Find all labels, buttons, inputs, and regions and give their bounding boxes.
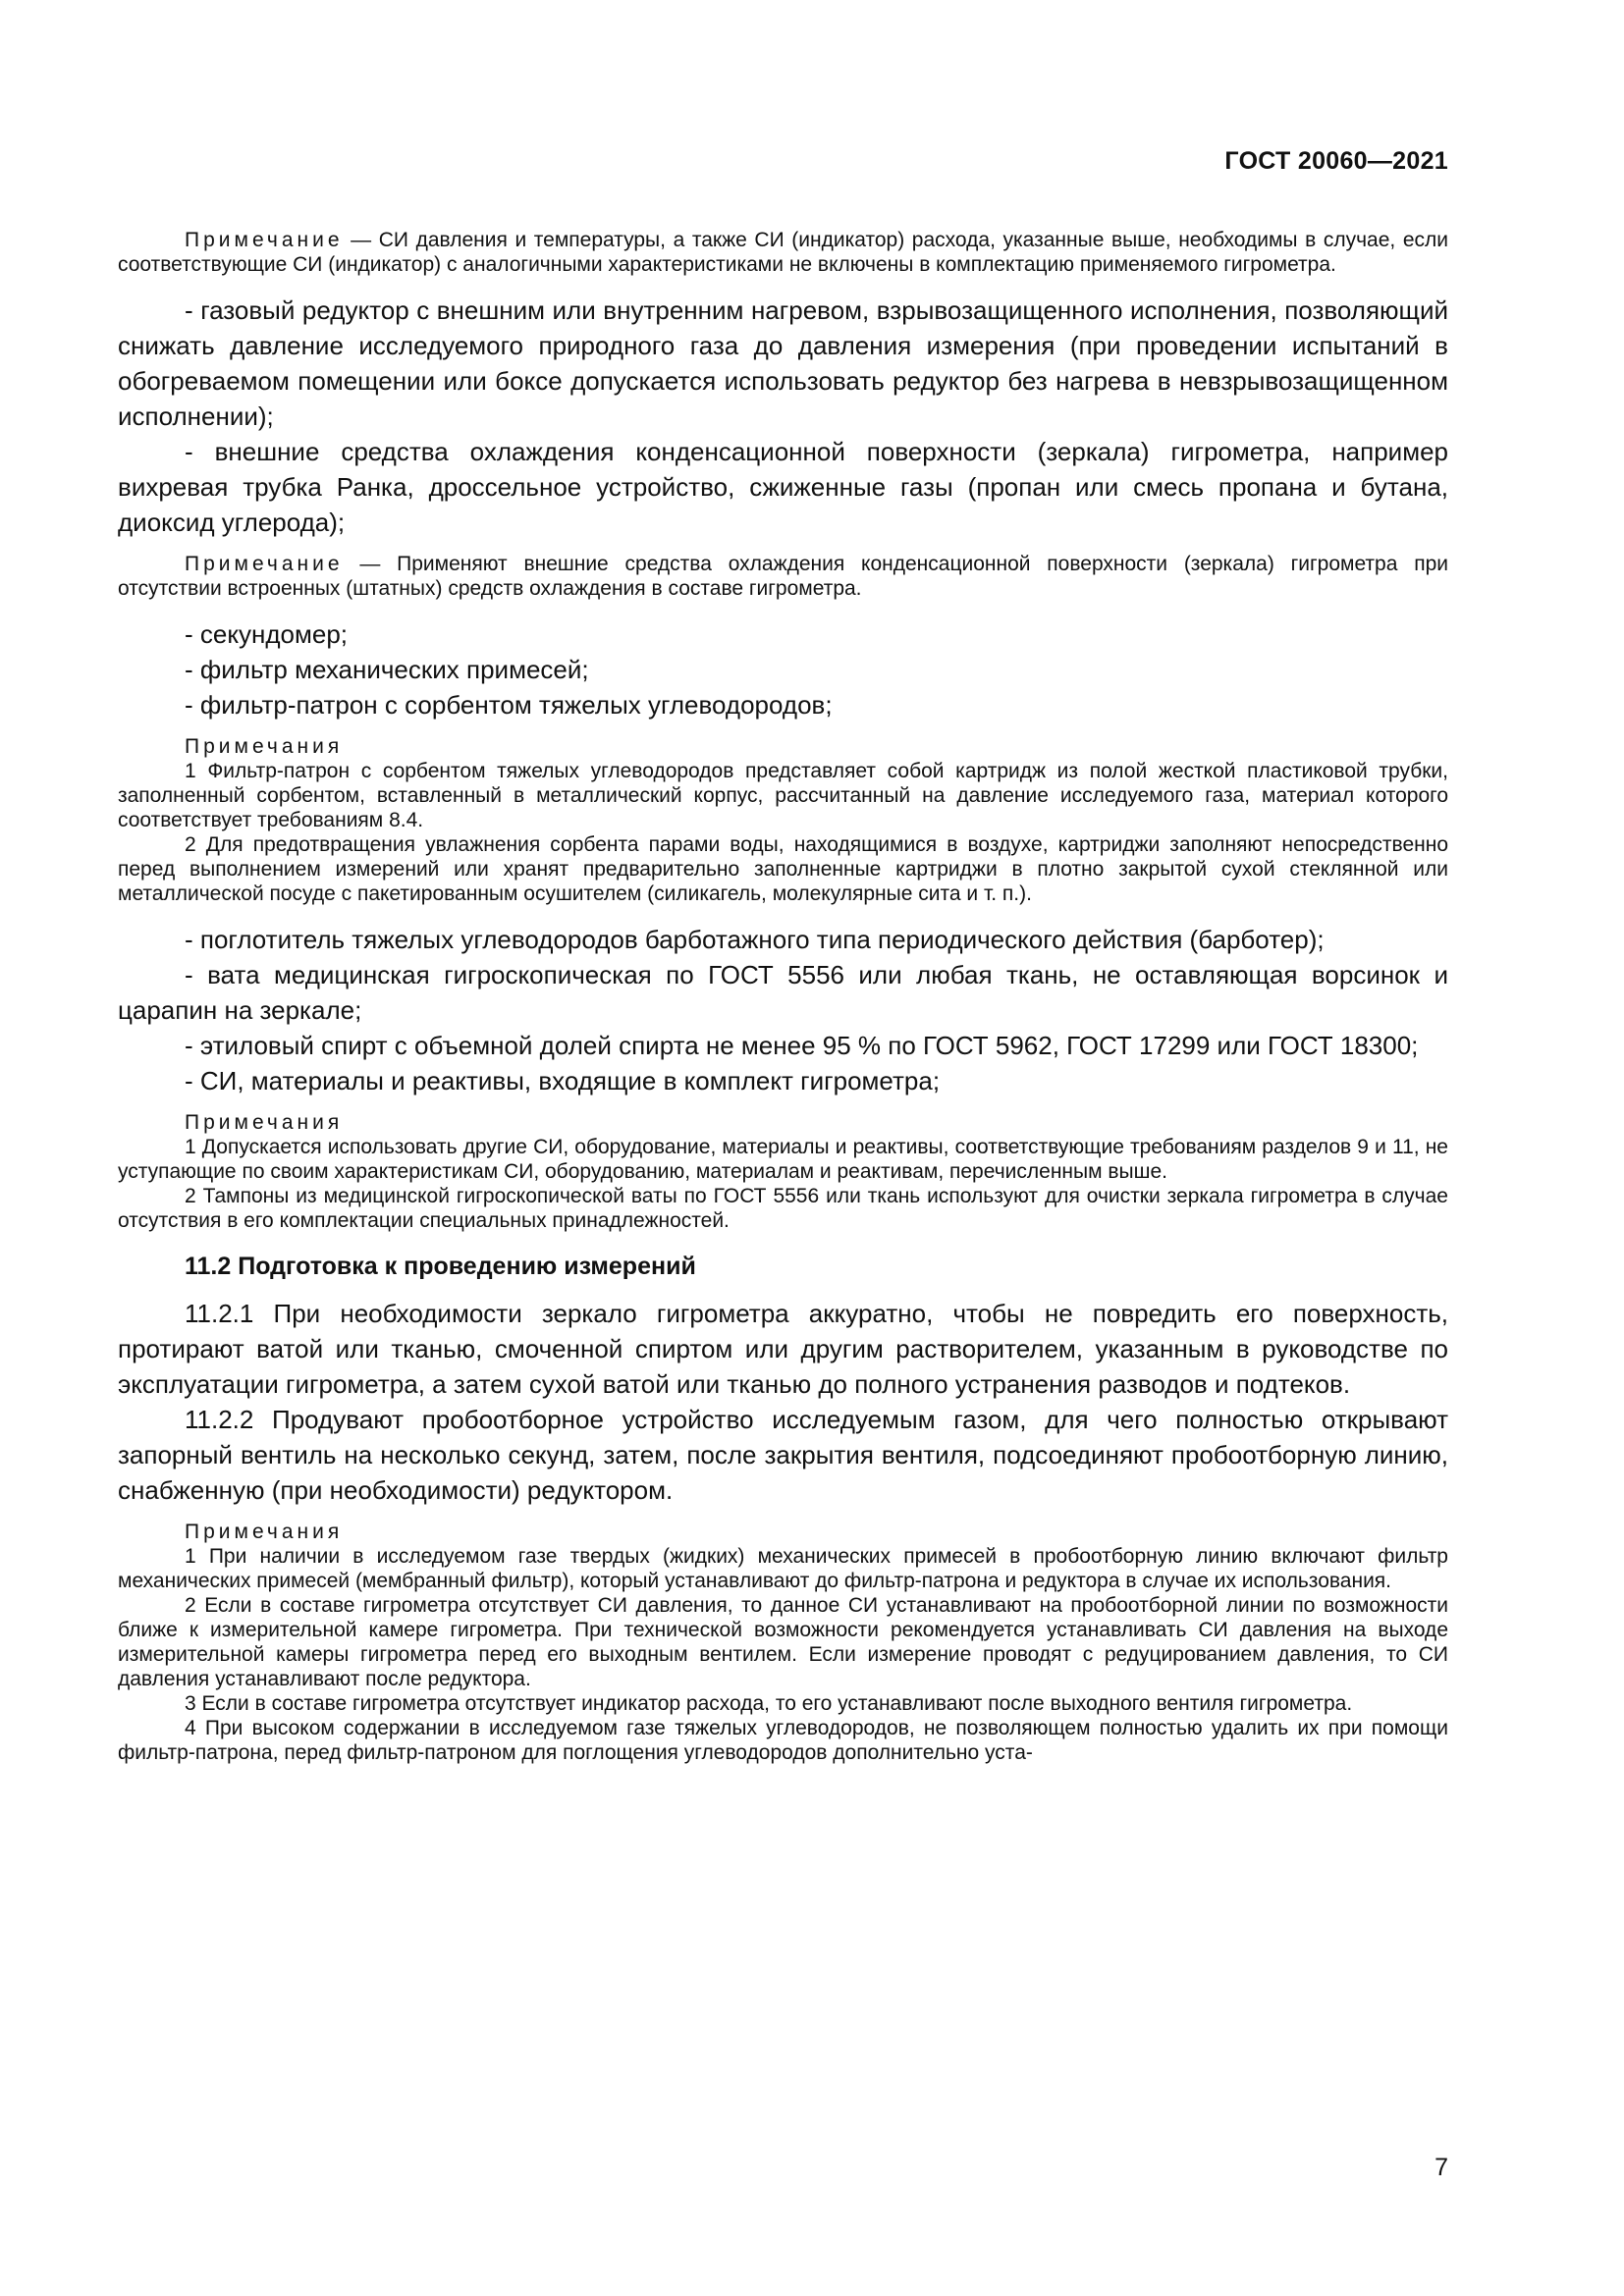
section-heading: 11.2 Подготовка к проведению измерений [185, 1253, 696, 1280]
notes-heading: Примечания [185, 1111, 344, 1134]
notes-heading: Примечания [185, 1521, 344, 1543]
list-item: - этиловый спирт с объемной долей спирта не менее 95 % по ГОСТ 5962, ГОСТ 17299 или ГОСТ 18300; [185, 1031, 1419, 1060]
document-code: ГОСТ 20060—2021 [1224, 147, 1448, 175]
note-item: 2 Тампоны из медицинской гигроскопической ваты по ГОСТ 5556 или ткань используют для очистки зеркала гигрометра в случае отсутствия в его комплектации специальных принадлежностей. [118, 1185, 1448, 1232]
page-content [118, 228, 1448, 1765]
list-item: - СИ, материалы и реактивы, входящие в комплект гигрометра; [185, 1066, 941, 1095]
list-item: - секундомер; [185, 619, 349, 649]
paragraph: 11.2.1 При необходимости зеркало гигрометра аккуратно, чтобы не повредить его поверхность, протирают ватой или тканью, смоченной спиртом или другим растворителем, указанным в руководстве по эксплуатации гигрометра, а затем сухой ватой или тканью до полного устранения разводов и подтеков. [118, 1299, 1448, 1399]
paragraph: 11.2.2 Продувают пробоотборное устройство исследуемым газом, для чего полностью открывают запорный вентиль на несколько секунд, затем, после закрытия вентиля, подсоединяют пробоотборную линию, снабженную (при необходимости) редуктором. [118, 1405, 1448, 1505]
note-item: 2 Если в составе гигрометра отсутствует СИ давления, то данное СИ устанавливают на пробоотборной линии по возможности ближе к измерительной камере гигрометра. При технической возможности рекомендуется устанавливать СИ давления на выходе измерительной камеры гигрометра перед его выходным вентилем. Если измерение проводят с редуцированием давления, то СИ давления устанавливают после редуктора. [118, 1594, 1448, 1690]
notes-heading: Примечания [185, 735, 344, 758]
note-label: Примечание [185, 229, 344, 251]
note-1 [118, 228, 1448, 277]
document-page [118, 0, 1448, 2296]
list-item: - вата медицинская гигроскопическая по ГОСТ 5556 или любая ткань, не оставляющая ворсинок и царапин на зеркале; [118, 960, 1448, 1025]
note-item: 2 Для предотвращения увлажнения сорбента парами воды, находящимися в воздухе, картриджи заполняют непосредственно перед выполнением измерений или хранят предварительно заполненные картриджи в плотно закрытой сухой стеклянной или металлической посуде с пакетированным осушителем (силикагель, молекулярные сита и т. п.). [118, 833, 1448, 905]
note-text: — СИ давления и температуры, а также СИ (индикатор) расхода, указанные выше, необходимы в случае, если соответствующие СИ (индикатор) с аналогичными характеристиками не включены в комплектацию применяемого гигрометра. [118, 229, 1448, 276]
list-item: - внешние средства охлаждения конденсационной поверхности (зеркала) гигрометра, например вихревая трубка Ранка, дроссельное устройство, сжиженные газы (пропан или смесь пропана и бутана, диоксид углерода); [118, 437, 1448, 537]
note-item: 3 Если в составе гигрометра отсутствует индикатор расхода, то его устанавливают после выходного вентиля гигрометра. [185, 1692, 1353, 1715]
list-item: - поглотитель тяжелых углеводородов барботажного типа периодического действия (барботер); [185, 925, 1325, 954]
list-item: - газовый редуктор с внешним или внутренним нагревом, взрывозащищенного исполнения, позволяющий снижать давление исследуемого природного газа до давления измерения (при проведении испытаний в обогреваемом помещении или боксе допускается использовать редуктор без нагрева в невзрывозащищенном исполнении); [118, 295, 1448, 431]
note-text: — Применяют внешние средства охлаждения конденсационной поверхности (зеркала) гигрометра при отсутствии встроенных (штатных) средств охлаждения в составе гигрометра. [118, 553, 1448, 600]
note-item: 4 При высоком содержании в исследуемом газе тяжелых углеводородов, не позволяющем полностью удалить их при помощи фильтр-патрона, перед фильтр-патроном для поглощения углеводородов дополнительно уста- [118, 1717, 1448, 1764]
note-item: 1 Фильтр-патрон с сорбентом тяжелых углеводородов представляет собой картридж из полой жесткой пластиковой трубки, заполненный сорбентом, вставленный в металлический корпус, рассчитанный на давление исследуемого газа, материал которого соответствует требованиям 8.4. [118, 760, 1448, 831]
note-item: 1 При наличии в исследуемом газе твердых (жидких) механических примесей в пробоотборную линию включают фильтр механических примесей (мембранный фильтр), который устанавливают до фильтр-патрона и редуктора в случае их использования. [118, 1545, 1448, 1592]
list-item: - фильтр механических примесей; [185, 655, 589, 684]
note-label: Примечание [185, 553, 344, 575]
note-item: 1 Допускается использовать другие СИ, оборудование, материалы и реактивы, соответствующие требованиям разделов 9 и 11, не уступающие по своим характеристикам СИ, оборудованию, материалам и реактивам, перечисленным выше. [118, 1136, 1448, 1183]
note-2 [118, 552, 1448, 601]
page-number: 7 [1435, 2154, 1448, 2181]
list-item: - фильтр-патрон с сорбентом тяжелых углеводородов; [185, 690, 833, 720]
